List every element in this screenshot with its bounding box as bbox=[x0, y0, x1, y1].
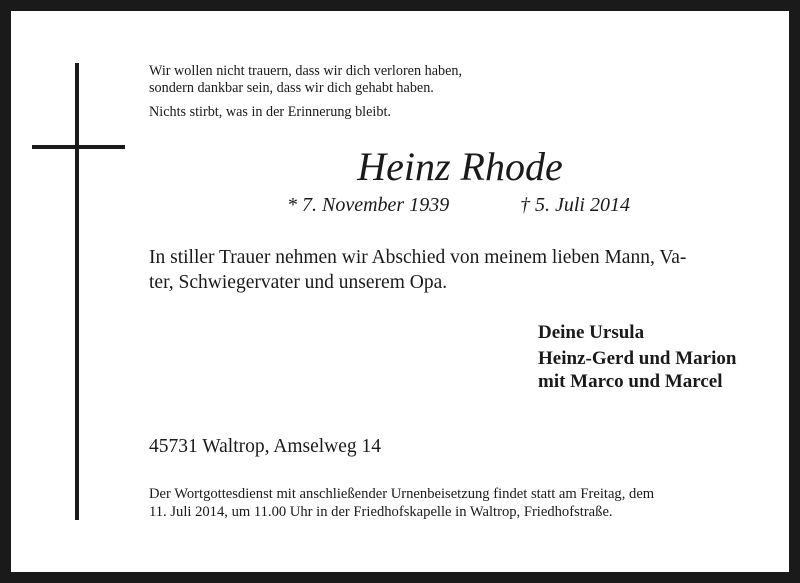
cross-vertical-bar bbox=[75, 63, 79, 520]
message-line-1: In stiller Trauer nehmen wir Abschied von meinem lieben Mann, Va- bbox=[149, 247, 687, 268]
service-line-1: Der Wortgottesdienst mit anschließender Urnenbeisetzung findet statt am Freitag, dem bbox=[149, 486, 655, 502]
signature-line-1: Deine Ursula bbox=[538, 322, 645, 343]
quote-line-1: Wir wollen nicht trauern, dass wir dich verloren haben, bbox=[149, 63, 463, 79]
signature-line-3: mit Marco und Marcel bbox=[538, 371, 723, 392]
quote-line-2: sondern dankbar sein, dass wir dich gehabt haben. bbox=[149, 80, 434, 96]
death-date: † 5. Juli 2014 bbox=[520, 194, 630, 216]
birth-date: * 7. November 1939 bbox=[287, 194, 450, 216]
message-line-2: ter, Schwiegervater und unserem Opa. bbox=[149, 272, 448, 293]
deceased-name: Heinz Rhode bbox=[357, 144, 563, 189]
quote-line-3: Nichts stirbt, was in der Erinnerung bleibt. bbox=[149, 104, 391, 120]
signature-line-2: Heinz-Gerd und Marion bbox=[538, 348, 737, 369]
service-line-2: 11. Juli 2014, um 11.00 Uhr in der Friedhofskapelle in Waltrop, Friedhofstraße. bbox=[149, 504, 613, 520]
address: 45731 Waltrop, Amselweg 14 bbox=[149, 436, 382, 457]
